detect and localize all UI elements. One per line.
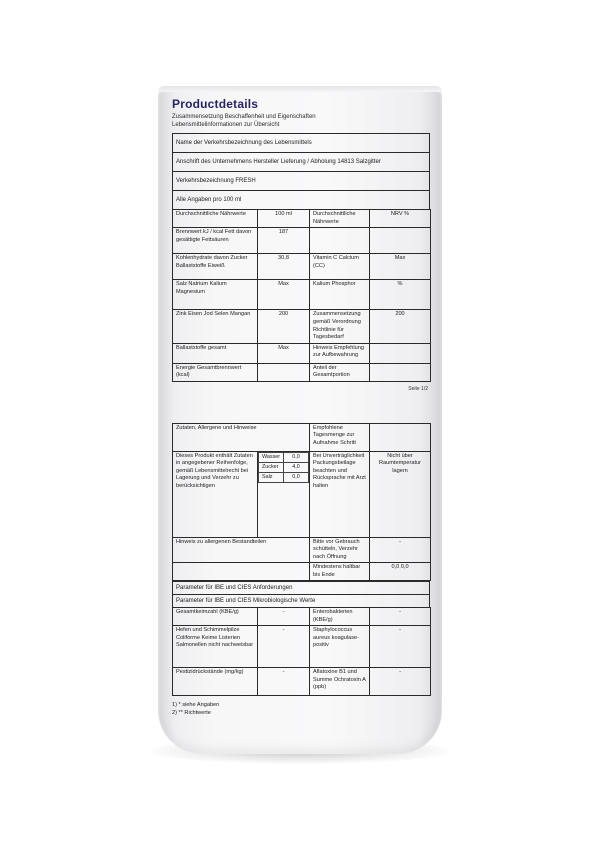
table-cell: 0,0 (284, 452, 309, 462)
table-cell: 200 (370, 310, 431, 343)
table-row (259, 473, 309, 483)
table-cell: 0,0 (284, 473, 309, 483)
table-cell (258, 451, 310, 537)
table-row (173, 608, 431, 626)
table-cell: - (370, 608, 431, 626)
table-cell: - (370, 537, 431, 563)
table-cell: Durchschnittliche Nährwerte (173, 210, 258, 228)
table-cell: Salz (259, 473, 284, 483)
table-cell: Zucker (259, 462, 284, 472)
table-cell: - (258, 626, 310, 668)
table-row (173, 310, 431, 343)
table-cell: - (370, 626, 431, 668)
section-per-100ml: Alle Angaben pro 100 ml (172, 190, 430, 209)
table-cell: Kohlenhydrate davon Zucker Ballaststoffe Eiweiß (173, 254, 258, 280)
product-bottle (158, 86, 442, 754)
section-designation: Verkehrsbezeichnung FRESH (172, 171, 430, 190)
table-cell (370, 343, 431, 363)
table-cell: Staphylococcus aureus koagulase-positiv (310, 626, 370, 668)
nutrition-table (172, 209, 431, 381)
ingredients-table (172, 423, 431, 582)
table-cell: Max (258, 280, 310, 310)
table-cell: Zutaten, Allergene und Hinweise (173, 423, 310, 451)
table-cell: Aflatoxine B1 und Summe Ochratoxin A (ppb) (310, 668, 370, 696)
table-cell (370, 228, 431, 254)
table-row (259, 452, 309, 462)
table-cell (258, 363, 310, 381)
page-indicator: Seite 1/2 (408, 385, 428, 392)
table-row (173, 423, 431, 451)
table-cell: - (258, 668, 310, 696)
table-cell (370, 423, 431, 451)
table-row (173, 280, 431, 310)
table-cell: Max (370, 254, 431, 280)
table-cell: Vitamin C Calcium (CC) (310, 254, 370, 280)
table-row (173, 228, 431, 254)
label-subtitle-1: Zusammensetzung Beschaffenheit und Eigenschaften (172, 114, 316, 121)
table-cell: Pestizidrückstände (mg/kg) (173, 668, 258, 696)
table-cell: Energie Gesamtbrennwert (kcal) (173, 363, 258, 381)
table-cell: Bitte vor Gebrauch schütteln, Verzehr nach Öffnung (310, 537, 370, 563)
table-cell: - (258, 608, 310, 626)
table-cell: 4,0 (284, 462, 309, 472)
section-parameters-1: Parameter für IBE und CIES Anforderungen (172, 581, 430, 594)
table-cell: Zusammensetzung gemäß Verordnung Richtlinie für Tagesbedarf (310, 310, 370, 343)
section-address: Anschrift des Unternehmens Hersteller Lieferung / Abholung 14813 Salzgitter (172, 152, 430, 171)
table-cell: Hefen und Schimmelpilze Coliforme Keime Listerien Salmonellen nicht nachweisbar (173, 626, 258, 668)
table-row (173, 537, 431, 563)
table-row (173, 343, 431, 363)
table-cell: Empfohlene Tagesmenge zur Aufnahme Schritt (310, 423, 370, 451)
table-cell: % (370, 280, 431, 310)
nested-table (258, 452, 309, 484)
table-cell: Hinweis Empfehlung zur Aufbewahrung (310, 343, 370, 363)
footnotes (172, 702, 430, 717)
microbiology-table (172, 607, 431, 696)
table-cell: Gesamtkeimzahl (KBE/g) (173, 608, 258, 626)
label-subtitle-2: Lebensmittelinformationen zur Übersicht (172, 122, 280, 129)
table-cell: Zink Eisen Jod Selen Mangan (173, 310, 258, 343)
table-cell: 30,8 (258, 254, 310, 280)
table-cell: Durchschnittliche Nährwerte (310, 210, 370, 228)
table-row (173, 363, 431, 381)
table-cell: 187 (258, 228, 310, 254)
footnote-2: 2) ** Richtwerte (172, 709, 211, 716)
table-cell: NRV % (370, 210, 431, 228)
table-cell (173, 563, 310, 581)
table-cell: Kalium Phosphor (310, 280, 370, 310)
table-cell: Anteil der Gesamtportion (310, 363, 370, 381)
table-cell: 0,0 0,0 (370, 563, 431, 581)
table-row (173, 626, 431, 668)
table-cell: Ballaststoffe gesamt (173, 343, 258, 363)
table-cell: Dieses Produkt enthält Zutaten in angegebener Reihenfolge, gemäß Lebensmittelrecht bei Lagerung und Verzehr zu berücksichtigen (173, 451, 258, 537)
table-cell: Max (258, 343, 310, 363)
table-cell: Wasser (259, 452, 284, 462)
table-cell: Enterobakterien (KBE/g) (310, 608, 370, 626)
table-cell: Mindestens haltbar bis Ende (310, 563, 370, 581)
table-cell: 200 (258, 310, 310, 343)
table-cell: Salz Natrium Kalium Magnesium (173, 280, 258, 310)
table-row (173, 668, 431, 696)
section-name: Name der Verkehrsbezeichnung des Lebensmittels (172, 133, 430, 152)
label-gap (172, 393, 430, 423)
table-row (259, 462, 309, 472)
table-row (173, 254, 431, 280)
table-row (173, 210, 431, 228)
label-panel (172, 96, 430, 717)
table-row (173, 451, 431, 537)
table-cell (310, 228, 370, 254)
section-parameters-2: Parameter für IBE und CIES Mikrobiologische Werte (172, 594, 430, 607)
table-cell: 100 ml (258, 210, 310, 228)
table-cell: Brennwert kJ / kcal Fett davon gesättigte Fettsäuren (173, 228, 258, 254)
bottle-lip (158, 86, 442, 92)
table-cell: - (370, 668, 431, 696)
label-title: Productdetails (172, 97, 259, 111)
table-cell: Nicht über Raumtemperatur lagern (370, 451, 431, 537)
table-row (173, 563, 431, 581)
table-cell (370, 363, 431, 381)
table-cell: Hinweis zu allergenen Bestandteilen (173, 537, 310, 563)
footnote-1: 1) * siehe Angaben (172, 702, 220, 709)
table-cell: Bei Unverträglichkeit Packungsbeilage beachten und Rücksprache mit Arzt halten (310, 451, 370, 537)
